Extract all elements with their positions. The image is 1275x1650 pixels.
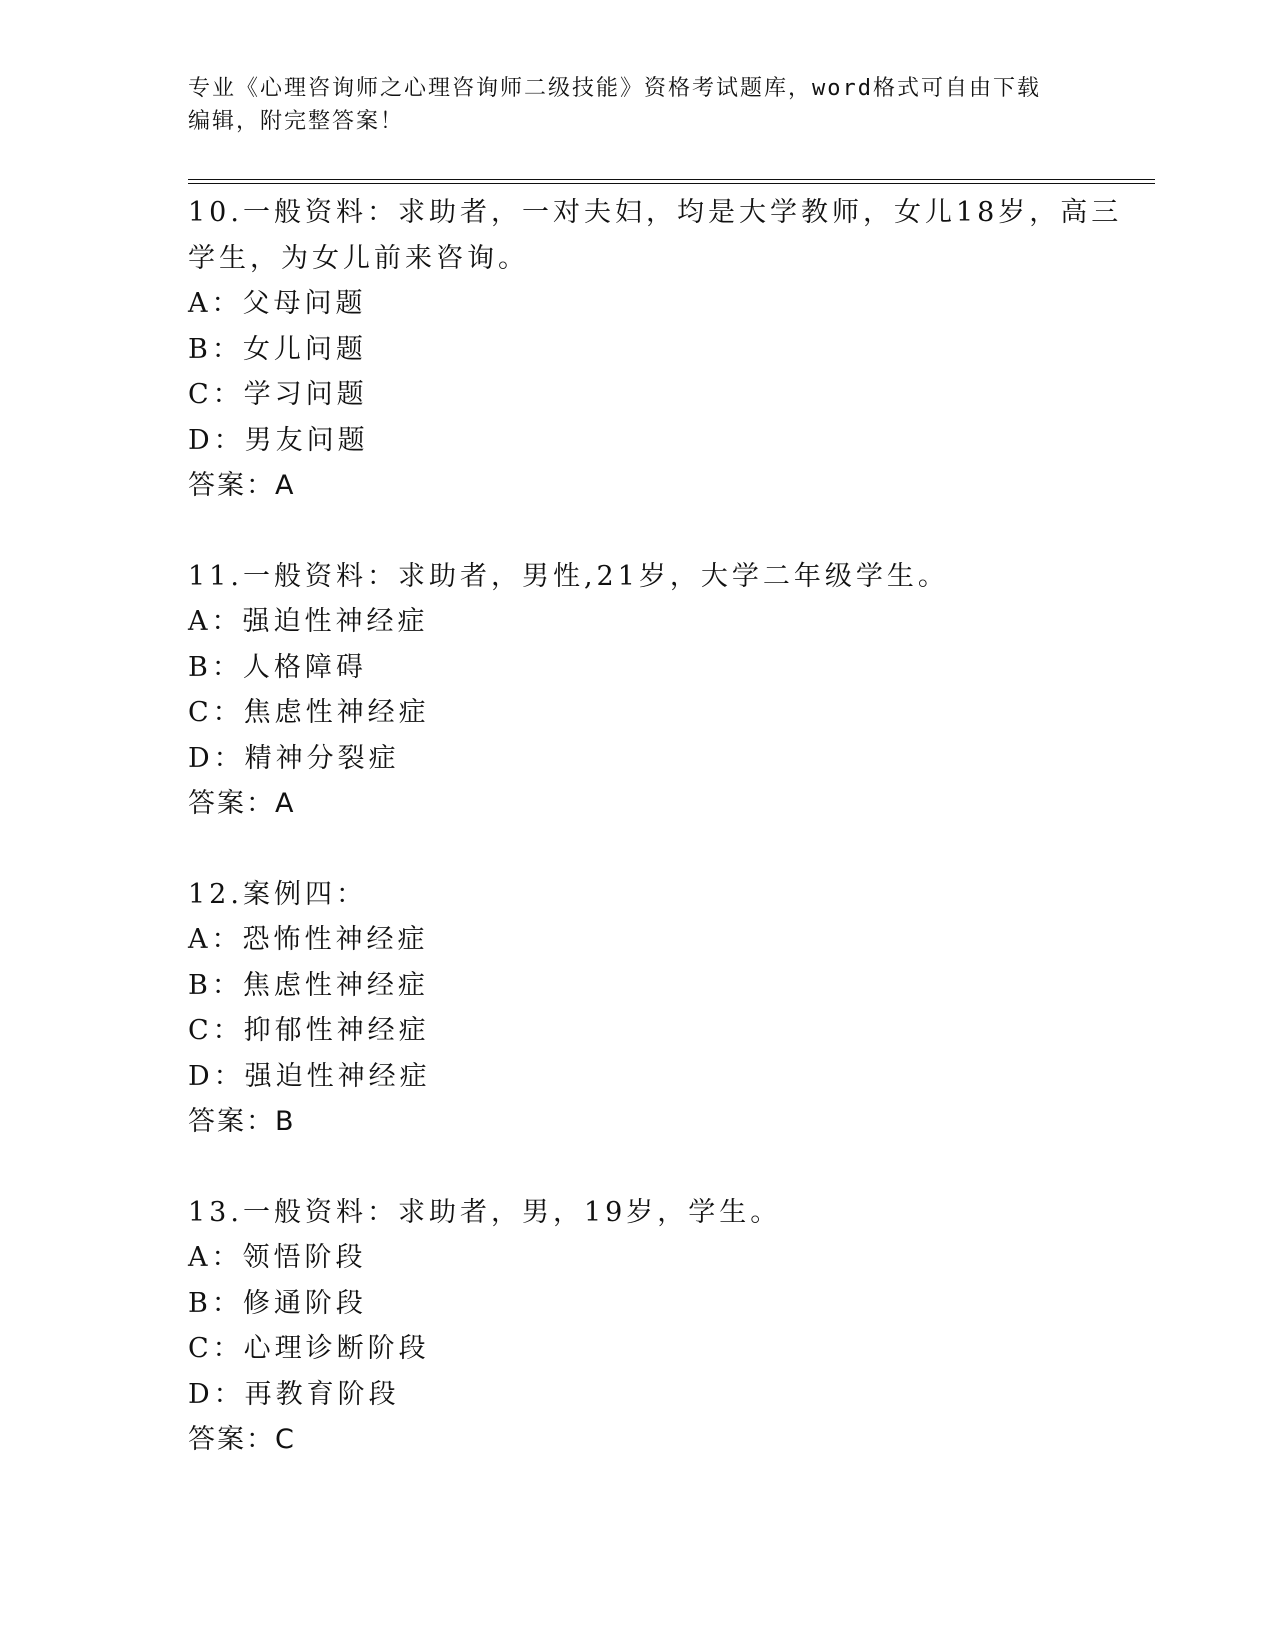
question-stem-continued: 学生，为女儿前来咨询。 (188, 242, 529, 274)
answer-line: 答案：B (188, 1106, 296, 1137)
option-c: C：抑郁性神经症 (188, 1015, 430, 1046)
option-b: B：人格障碍 (188, 651, 367, 683)
answer-line: 答案：A (188, 470, 296, 501)
question-10 (188, 190, 1123, 509)
option-a: A：恐怖性神经症 (188, 924, 429, 955)
header-line-1: 专业《心理咨询师之心理咨询师二级技能》资格考试题库，word格式可自由下载 (188, 76, 1041, 101)
header-line-2: 编辑，附完整答案！ (188, 109, 405, 134)
option-b: B：焦虑性神经症 (188, 969, 429, 1001)
option-c: C：心理诊断阶段 (188, 1333, 430, 1364)
question-stem: 13.一般资料：求助者，男，19岁，学生。 (188, 1196, 782, 1228)
option-d: D：精神分裂症 (188, 742, 400, 774)
header-divider-top (188, 179, 1155, 180)
question-12 (188, 872, 1088, 1145)
option-d: D：强迫性神经症 (188, 1060, 431, 1092)
option-b: B：女儿问题 (188, 333, 367, 365)
question-list (188, 190, 1123, 1508)
question-stem: 10.一般资料：求助者，一对夫妇，均是大学教师，女儿18岁，高三 (188, 197, 1123, 228)
option-d: D：男友问题 (188, 424, 369, 456)
question-11 (188, 554, 1088, 827)
option-c: C：焦虑性神经症 (188, 697, 430, 728)
header-divider-bottom (188, 183, 1155, 184)
option-c: C：学习问题 (188, 379, 368, 410)
option-b: B：修通阶段 (188, 1287, 367, 1319)
question-13 (188, 1190, 1088, 1463)
question-stem: 11.一般资料：求助者，男性,21岁，大学二年级学生。 (188, 560, 949, 592)
option-d: D：再教育阶段 (188, 1378, 400, 1410)
option-a: A：父母问题 (188, 288, 367, 319)
answer-line: 答案：A (188, 788, 296, 819)
document-header (188, 72, 1088, 138)
option-a: A：领悟阶段 (188, 1242, 367, 1273)
question-stem: 12.案例四： (188, 878, 367, 910)
option-a: A：强迫性神经症 (188, 606, 429, 637)
answer-line: 答案：C (188, 1424, 296, 1455)
